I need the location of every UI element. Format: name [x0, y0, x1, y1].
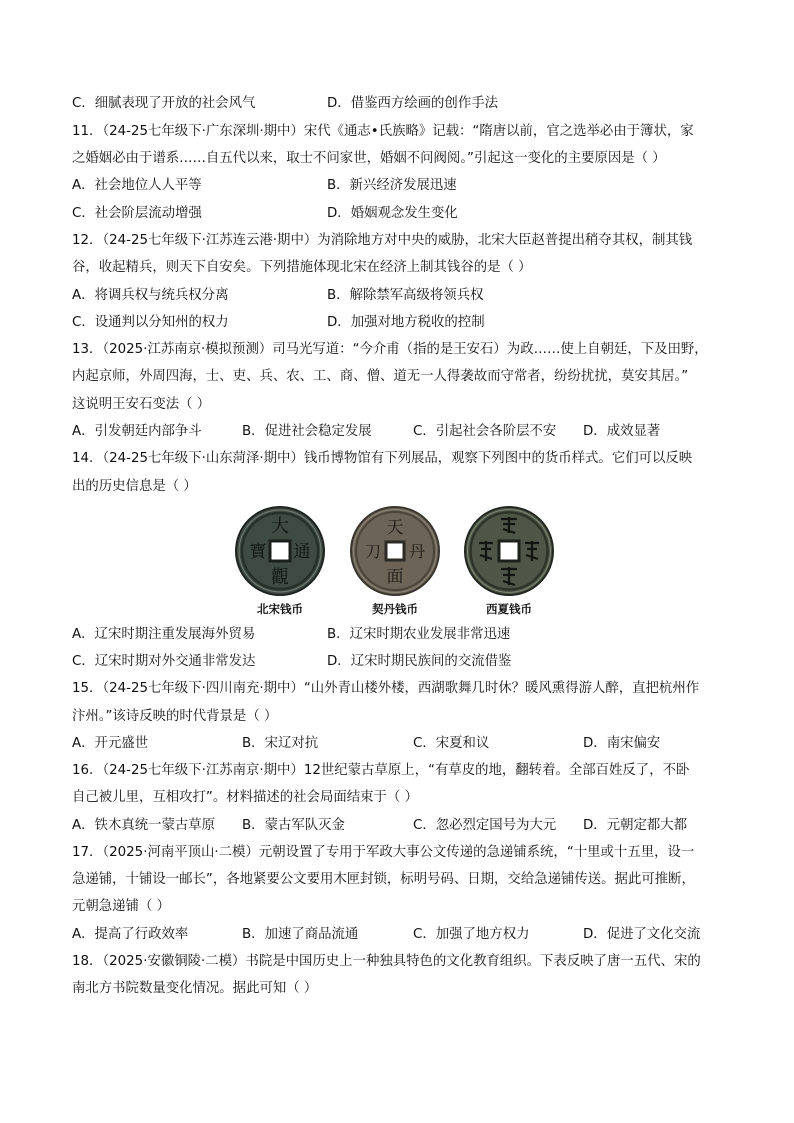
q17-stem-line-3: 元朝急递铺（ ） — [72, 899, 170, 914]
q17-stem-line-2: 急递铺，十铺设一邮长”，各地紧要公文要用木匣封锁，标明号码、日期，交给急递铺传送。据此可推断， — [72, 872, 695, 887]
q17-option-c: C．加强了地方权力 — [413, 927, 530, 942]
q16-option-b: B．蒙古军队灭金 — [242, 818, 345, 833]
q13-stem-line-3: 这说明王安石变法（ ） — [72, 397, 211, 412]
coin-western-xia — [459, 505, 559, 617]
q15-option-d: D．南宋偏安 — [583, 736, 661, 751]
coin-khitan-image — [349, 505, 441, 597]
q11-stem-line-2: 之婚姻必由于谱系……自五代以来，取士不问家世，婚姻不问阀阅。”引起这一变化的主要原因是（ ） — [72, 151, 666, 166]
q12-option-c: C．设通判以分知州的权力 — [72, 315, 229, 330]
q18-stem-line-1: 18．（2025·安徽铜陵·二模）书院是中国历史上一种独具特色的文化教育组织。下表反映了唐一五代、宋的 — [72, 954, 701, 969]
coin-khitan-glyph-top: 天 — [386, 518, 404, 538]
coin-north-song-image — [234, 505, 326, 597]
q12-option-d: D．加强对地方税收的控制 — [327, 315, 485, 330]
q17-option-b: B．加速了商品流通 — [242, 927, 359, 942]
coin-north-song-glyph-top: 大 — [271, 516, 289, 537]
q17-option-a: A．提高了行政效率 — [72, 927, 189, 942]
q15-option-a: A．开元盛世 — [72, 736, 149, 751]
q18-stem-line-2: 南北方书院数量变化情况。据此可知（ ） — [72, 981, 318, 996]
q11-stem-line-1: 11．（24-25七年级下·广东深圳·期中）宋代《通志•氏族略》记载：“隋唐以前，官之选举必由于簿状，家 — [72, 124, 694, 139]
coin-khitan — [345, 505, 445, 617]
coin-western-xia-label: 西夏钱币 — [486, 602, 532, 616]
coin-western-xia-image — [463, 505, 555, 597]
q12-stem-line-1: 12．（24-25七年级下·江苏连云港·期中）为消除地方对中央的威胁，北宋大臣赵普提出稍夺其权，制其钱 — [72, 233, 693, 248]
q16-stem-line-1: 16．（24-25七年级下·江苏南京·期中）12世纪蒙古草原上，“有草皮的地，翻转着。全部百姓反了，不卧 — [72, 763, 690, 778]
coin-khitan-label: 契丹钱币 — [372, 602, 418, 616]
q14-option-b: B．辽宋时期农业发展非常迅速 — [327, 627, 511, 642]
q12-option-b: B．解除禁军高级将领兵权 — [327, 288, 484, 303]
q13-option-a: A．引发朝廷内部争斗 — [72, 424, 202, 439]
q11-option-d: D．婚姻观念发生变化 — [327, 206, 458, 221]
q15-option-c: C．宋夏和议 — [413, 736, 490, 751]
q16-stem-line-2: 自己被儿里，互相攻打”。材料描述的社会局面结束于（ ） — [72, 790, 418, 805]
q13-stem-line-1: 13．（2025·江苏南京·模拟预测）司马光写道：“今介甫（指的是王安石）为政……使上自朝廷，下及田野， — [72, 342, 708, 357]
q16-option-a: A．铁木真统一蒙古草原 — [72, 818, 216, 833]
coin-north-song-glyph-left: 寶 — [249, 542, 267, 562]
q12-stem-line-2: 谷，收起精兵，则天下自安矣。下列措施体现北宋在经济上制其钱谷的是（ ） — [72, 260, 532, 275]
q13-stem-line-2: 内起京师，外周四海，士、吏、兵、农、工、商、僧、道无一人得袭故而守常者，纷纷扰扰，莫安其居。” — [72, 369, 689, 384]
coin-khitan-glyph-left: 刀 — [364, 542, 382, 561]
q15-stem-line-2: 汴州。”该诗反映的时代背景是（ ） — [72, 709, 278, 724]
q11-option-b: B．新兴经济发展迅速 — [327, 178, 457, 193]
q14-option-a: A．辽宋时期注重发展海外贸易 — [72, 627, 256, 642]
coin-khitan-glyph-bottom: 面 — [386, 567, 404, 587]
coin-north-song — [230, 505, 330, 617]
q14-stem-line-2: 出的历史信息是（ ） — [72, 479, 197, 494]
q15-option-b: B．宋辽对抗 — [242, 736, 319, 751]
q17-stem-line-1: 17．（2025·河南平顶山·二模）元朝设置了专用于军政大事公文传递的急递铺系统，“十里或十五里，设一 — [72, 845, 695, 860]
q14-option-d: D．辽宋时期民族间的交流借鉴 — [327, 654, 512, 669]
q11-option-c: C．社会阶层流动增强 — [72, 206, 202, 221]
coin-khitan-glyph-right: 丹 — [408, 542, 426, 561]
q11-option-a: A．社会地位人人平等 — [72, 178, 202, 193]
q14-option-c: C．辽宋时期对外交通非常发达 — [72, 654, 256, 669]
coin-north-song-glyph-right: 通 — [293, 542, 311, 562]
q10-option-d: D．借鉴西方绘画的创作手法 — [327, 96, 498, 111]
coin-north-song-glyph-bottom: 觀 — [271, 567, 289, 588]
q13-option-c: C．引起社会各阶层不安 — [413, 424, 557, 439]
q13-option-b: B．促进社会稳定发展 — [242, 424, 372, 439]
q10-option-c: C．细腻表现了开放的社会风气 — [72, 96, 256, 111]
q16-option-d: D．元朝定都大都 — [583, 818, 688, 833]
q16-option-c: C．忽必烈定国号为大元 — [413, 818, 557, 833]
q17-option-d: D．促进了文化交流 — [583, 927, 701, 942]
q15-stem-line-1: 15．（24-25七年级下·四川南充·期中）“山外青山楼外楼，西湖歌舞几时休？暖风熏得游人醉，直把杭州作 — [72, 681, 700, 696]
q12-option-a: A．将调兵权与统兵权分离 — [72, 288, 229, 303]
coin-north-song-label: 北宋钱币 — [257, 602, 303, 616]
q13-option-d: D．成效显著 — [583, 424, 661, 439]
q14-stem-line-1: 14．（24-25七年级下·山东菏泽·期中）钱币博物馆有下列展品，观察下列图中的货币样式。它们可以反映 — [72, 451, 693, 466]
